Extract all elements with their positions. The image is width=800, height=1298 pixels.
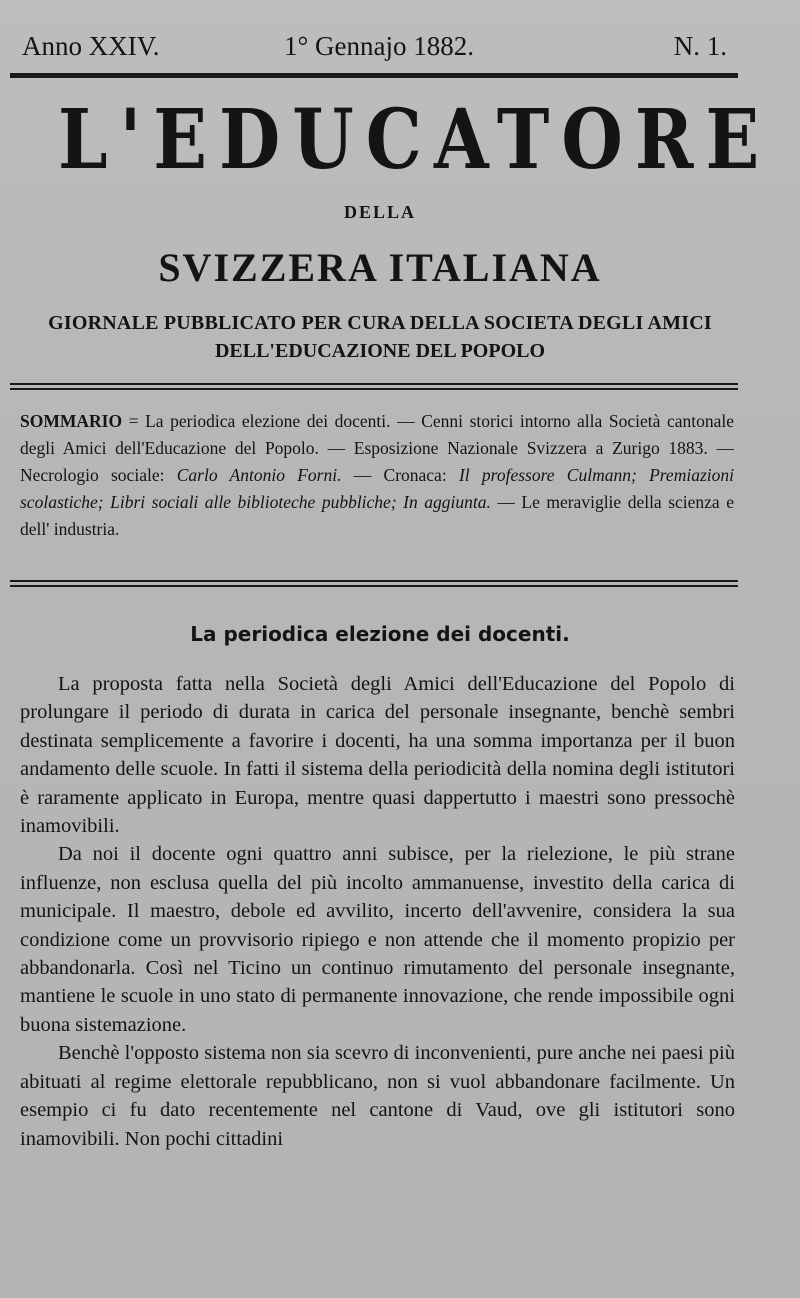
masthead-della: DELLA xyxy=(343,202,416,222)
article-paragraph: Benchè l'opposto sistema non sia scevro di inconvenienti, pure anche nei paesi più abituati al regime elettorale repubblicano, non si vuol abbandonare facilmente. Un esempio ci fu dato recentemente nel cantone di Vaud, ove gli istitutori sono inamovibili. Non pochi cittadini xyxy=(20,1042,735,1150)
article-body xyxy=(20,670,735,1153)
article-paragraph: Da noi il docente ogni quattro anni subisce, per la rielezione, le più strane influenze, non esclusa quella del più incolto ammanuense, investito della carica di municipale. Il maestro, debole ed avvilito, incerto dell'avvenire, considera la sua condizione come un provvisorio ripiego e non attende che il momento propizio per abbandonarla. Così nel Ticino un continuo rimutamento del personale insegnante, mantiene le scuole in uno stato di permanente innovazione, che rende impossibile ogni buona sistemazione. xyxy=(20,843,735,1036)
issue-year: Anno XXIV. xyxy=(22,31,160,61)
sommario-italic-1: Carlo Antonio Forni. xyxy=(176,465,342,485)
masthead-title: L'EDUCATORE xyxy=(58,92,772,188)
header-rule xyxy=(10,73,738,78)
masthead-description-line1: GIORNALE PUBBLICATO PER CURA DELLA SOCIETA DEGLI AMICI xyxy=(48,312,712,334)
sommario-text-1: = La periodica elezione dei docenti. — Cenni storici intorno alla Società cantonale degli Amici dell'Educazione del Popolo. — Esposizione Nazionale Svizzera a Zurigo 1883. — Necrologio sociale: xyxy=(20,411,734,485)
sommario-text-2: — Cronaca: xyxy=(341,465,459,485)
issue-number: N. 1. xyxy=(673,31,727,61)
masthead-subtitle: SVIZZERA ITALIANA xyxy=(158,245,602,290)
sommario-divider xyxy=(10,580,738,587)
sommario-label: SOMMARIO xyxy=(20,411,123,431)
sommario-italic-2: Il professore Culmann; Premiazioni scolastiche; Libri sociali alle biblioteche pubbliche; In aggiunta. xyxy=(20,465,734,512)
article-title: La periodica elezione dei docenti. xyxy=(190,622,570,646)
masthead-description-line2: DELL'EDUCAZIONE DEL POPOLO xyxy=(214,340,546,362)
sommario-text-3: — Le meraviglie della scienza e dell' industria. xyxy=(20,492,734,539)
table-of-contents xyxy=(20,408,734,543)
masthead-divider xyxy=(10,383,738,390)
issue-date: 1° Gennajo 1882. xyxy=(284,31,475,61)
article-paragraph: La proposta fatta nella Società degli Amici dell'Educazione del Popolo di prolungare il periodo di durata in carica del personale insegnante, benchè sembri destinata semplicemente a favorire i docenti, ha una somma importanza per il buon andamento delle scuole. In fatti il sistema della periodicità della nomina degli istitutori è raramente applicato in Europa, mentre quasi dappertutto i maestri sono pressochè inamovibili. xyxy=(20,673,735,838)
issue-header xyxy=(22,28,727,64)
